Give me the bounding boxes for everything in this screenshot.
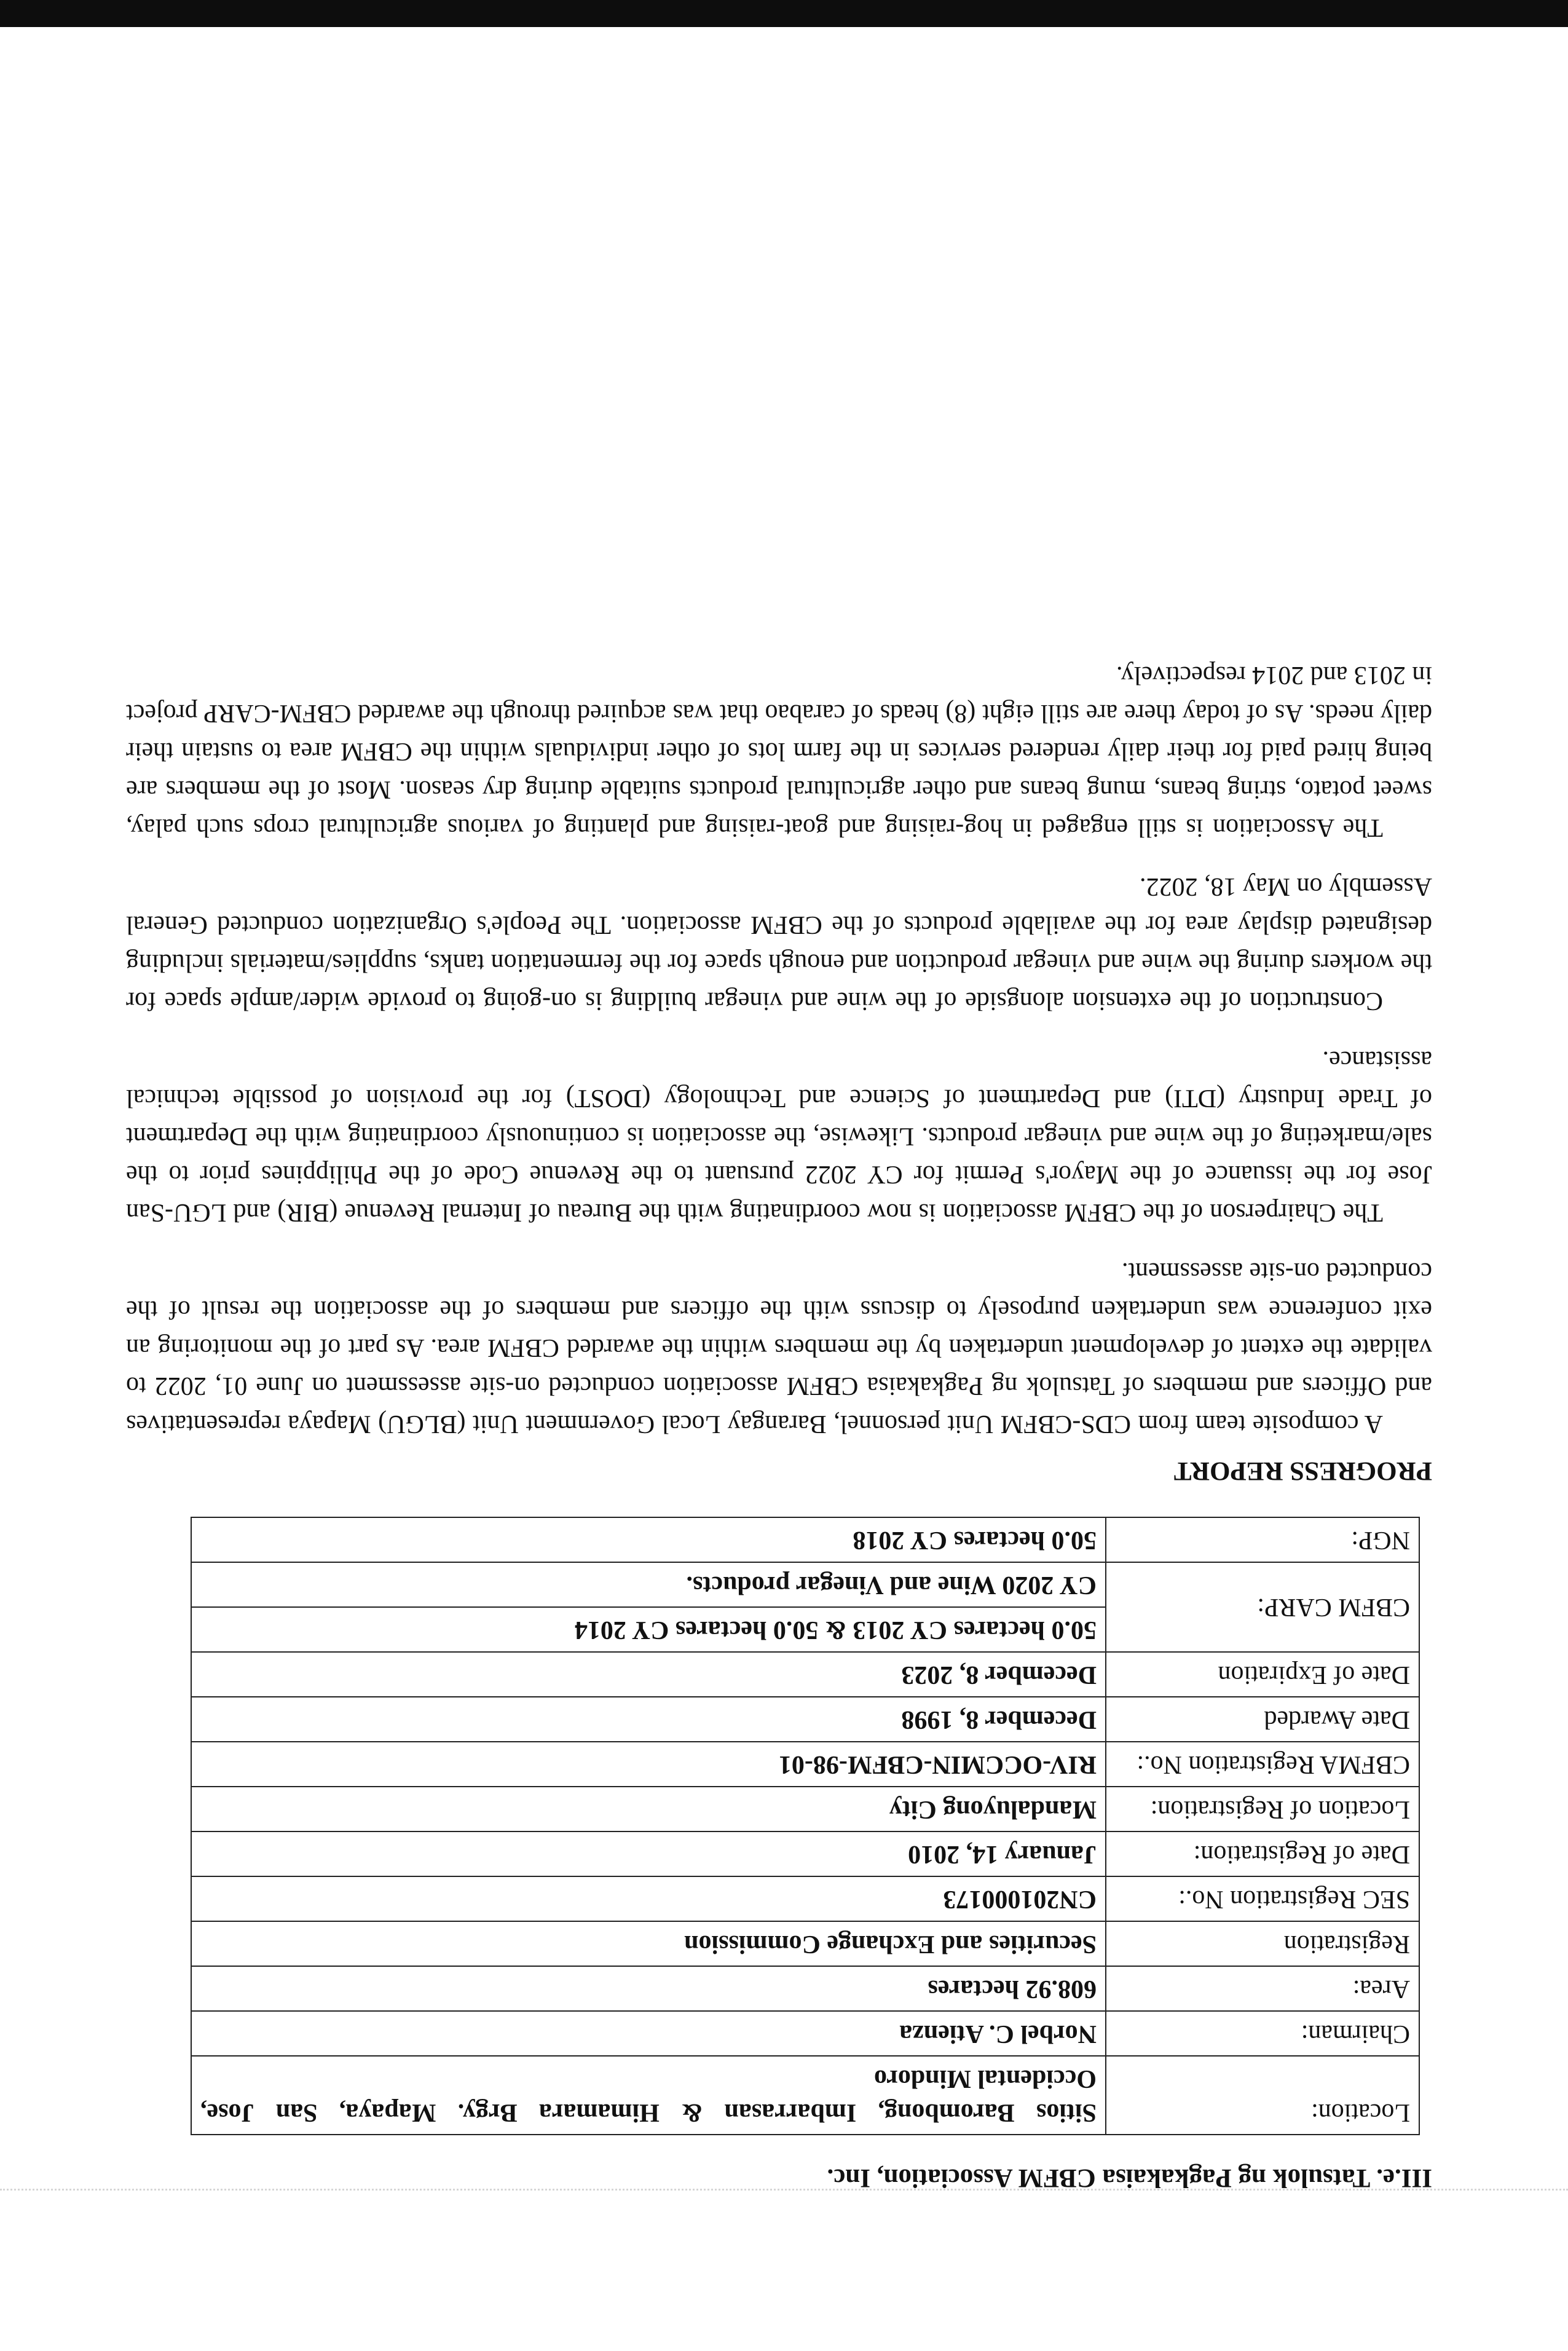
- location-value: Sitios Barombong, Imbarrasan & Himamara Brgy. Mapaya, San Jose, Occidental Mindoro: [191, 2056, 1106, 2135]
- table-row: [191, 1787, 1419, 1831]
- date-of-expiration-value: December 8, 2023: [191, 1652, 1106, 1697]
- area-label: Area:: [1106, 1966, 1419, 2011]
- table-row: [191, 1697, 1419, 1742]
- cbfm-carp-label: CBFM CARP:: [1106, 1562, 1419, 1652]
- association-info-table: [191, 1517, 1420, 2135]
- date-of-registration-label: Date of Registration:: [1106, 1831, 1419, 1876]
- table-row: [191, 1831, 1419, 1876]
- ngp-value: 50.0 hectares CY 2018: [191, 1517, 1106, 1562]
- location-of-registration-value: Mandaluyong City: [191, 1787, 1106, 1831]
- report-paragraph-4: The Association is still engaged in hog-raising and goat-raising and planting of various agricultural crops such palay, sweet potato, string beans, mung beans and other agricultural products suitable during dry season. Most of the members are being hired paid for their daily rendered services in the farm lots of other individuals within the CBFM area to sustain their daily needs. As of today there are still eight (8) heads of carabao that was acquired through the awarded CBFM-CARP project in 2013 and 2014 respectively.: [126, 661, 1432, 842]
- location-label: Location:: [1106, 2056, 1419, 2135]
- table-row: [191, 1607, 1419, 1652]
- registration-label: Registration: [1106, 1921, 1419, 1966]
- location-of-registration-label: Location of Registration:: [1106, 1787, 1419, 1831]
- area-value: 608.92 hectares: [191, 1966, 1106, 2011]
- table-row: [191, 2011, 1419, 2056]
- table-row: [191, 1517, 1419, 1562]
- sec-registration-value: CN201000173: [191, 1876, 1106, 1921]
- scanner-edge-bar: [0, 0, 1568, 27]
- report-paragraph-2: The Chairperson of the CBFM association is now coordinating with the Bureau of Internal Revenue (BIR) and LGU-San Jose for the issuance of the Mayor's Permit for CY 2022 pursuant to the Revenue Code of the Philippines prior to the sale/marketing of the wine and vinegar products. Likewise, the association is continuously coordinating with the Department of Trade Industry (DTI) and Department of Science and Technology (DOST) for the provision of possible technical assistance.: [126, 1046, 1432, 1227]
- table-row: [191, 1966, 1419, 2011]
- table-row: [191, 2056, 1419, 2135]
- date-awarded-label: Date Awarded: [1106, 1697, 1419, 1742]
- date-of-registration-value: January 14, 2010: [191, 1831, 1106, 1876]
- cbfm-carp-value: 50.0 hectares CY 2013 & 50.0 hectares CY 2014: [191, 1607, 1106, 1652]
- table-row: [191, 1876, 1419, 1921]
- report-paragraph-3: Construction of the extension alongside of the wine and vinegar building is on-going to provide wider/ample space for the workers during the wine and vinegar production and enough space for the fermentation tanks, supplies/materials including designated display area for the available products of the CBFM association. The People's Organization conducted General Assembly on May 18, 2022.: [126, 872, 1432, 1015]
- document-body: [126, 635, 1432, 2194]
- date-of-expiration-label: Date of Expiration: [1106, 1652, 1419, 1697]
- cbfma-registration-label: CBFMA Registration No.:: [1106, 1742, 1419, 1787]
- date-awarded-value: December 8, 1998: [191, 1697, 1106, 1742]
- cbfma-registration-value: RIV-OCCMIN-CBFM-98-01: [191, 1742, 1106, 1787]
- registration-value: Securities and Exchange Commission: [191, 1921, 1106, 1966]
- section-heading: III.e. Tatsulok ng Pagkakaisa CBFM Association, Inc.: [827, 2163, 1432, 2192]
- table-row: [191, 1742, 1419, 1787]
- cbfm-carp-value-2: CY 2020 Wine and Vinegar products.: [191, 1562, 1106, 1607]
- progress-report-heading: PROGRESS REPORT: [1173, 1456, 1432, 1485]
- ngp-label: NGP:: [1106, 1517, 1419, 1562]
- chairman-value: Norbel C. Atienza: [191, 2011, 1106, 2056]
- report-paragraph-1: A composite team from CDS-CBFM Unit personnel, Barangay Local Government Unit (BLGU) Mapaya representatives and Officers and members of Tatsulok ng Pagkakaisa CBFM association conducted on-site assessment on June 01, 2022 to validate the extent of development undertaken by the members within the awarded CBFM area. As part of the monitoring an exit conference was undertaken purposely to discuss with the officers and members of the association the result of the conducted on-site assessment.: [126, 1257, 1432, 1438]
- table-row: [191, 1921, 1419, 1966]
- sec-registration-label: SEC Registration No.:: [1106, 1876, 1419, 1921]
- chairman-label: Chairman:: [1106, 2011, 1419, 2056]
- table-row: [191, 1652, 1419, 1697]
